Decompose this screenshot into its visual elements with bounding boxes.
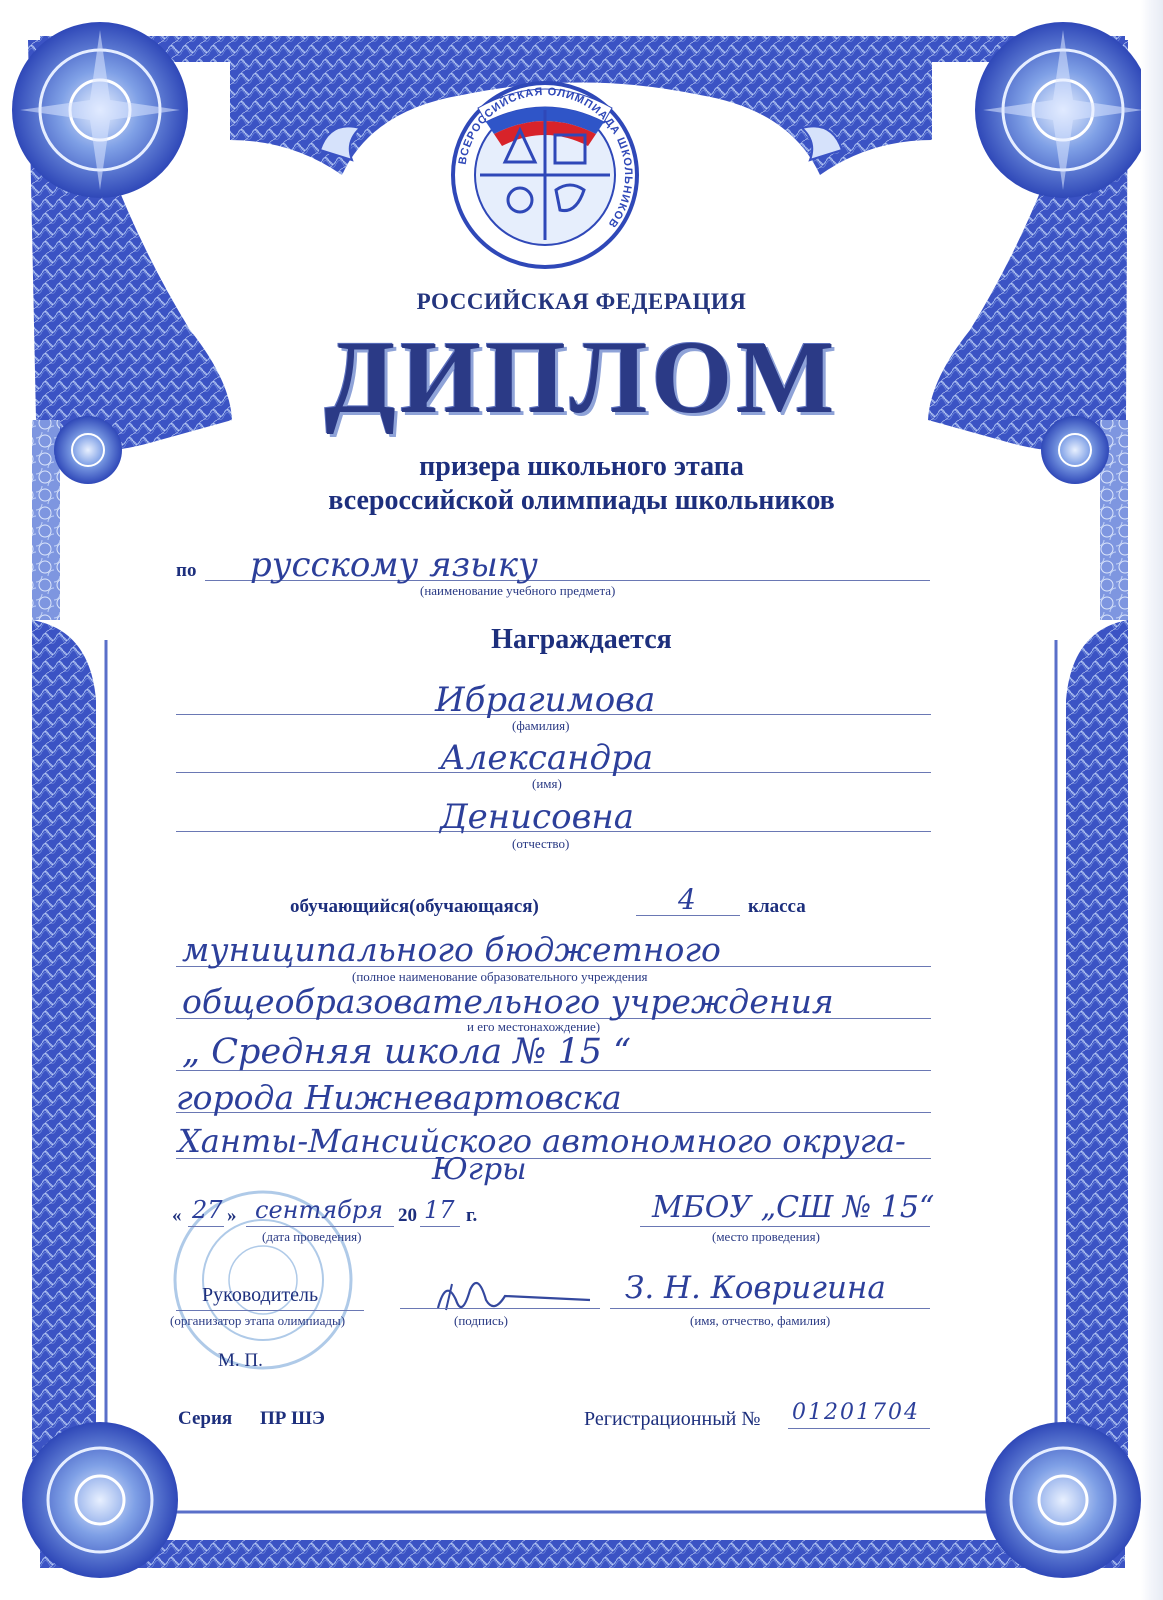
date-day: 27 [192, 1196, 223, 1224]
registration-label: Регистрационный № [584, 1408, 761, 1430]
full-name-line [610, 1308, 930, 1309]
series-value: ПР ШЭ [260, 1408, 325, 1429]
date-year-tail: г. [466, 1205, 478, 1226]
paper-edge [1141, 0, 1163, 1600]
full-name-caption: (имя, отчество, фамилия) [690, 1313, 831, 1328]
subject-prefix: по [176, 560, 197, 581]
role-caption: (организатор этапа олимпиады) [170, 1313, 346, 1328]
surname-caption: (фамилия) [512, 718, 570, 733]
registration-line [788, 1428, 930, 1429]
surname-value: Ибрагимова [435, 680, 656, 720]
document-title: ДИПЛОМ [324, 320, 839, 435]
role-line [176, 1310, 364, 1311]
institution-text-3: „ Средняя школа № 15 “ [182, 1032, 632, 1072]
date-close-quote: » [227, 1205, 237, 1226]
svg-text:ВСЕРОССИЙСКАЯ ОЛИМПИАДА ШКОЛЬН [457, 86, 634, 230]
venue-line [640, 1226, 930, 1227]
corner-rosette-bottom-right [985, 1422, 1141, 1578]
institution-text-5: Ханты-Мансийского автономного округа- [178, 1122, 906, 1160]
role-label: Руководитель [202, 1284, 319, 1306]
subject-value: русскому языку [250, 545, 538, 585]
date-year-suffix: 17 [424, 1196, 455, 1224]
venue-value: МБОУ „СШ № 15“ [652, 1190, 935, 1225]
institution-caption-1: (полное наименование образовательного учреждения [352, 969, 648, 984]
grade-suffix: класса [748, 896, 806, 917]
institution-caption-2: и его местонахождение) [467, 1019, 601, 1034]
date-year-line [420, 1226, 460, 1227]
date-day-line [188, 1226, 224, 1227]
institution-text-2: общеобразовательного учреждения [182, 982, 834, 1021]
subject-caption: (наименование учебного предмета) [420, 583, 616, 598]
registration-number: 01201704 [792, 1400, 920, 1425]
date-month-line [246, 1226, 394, 1227]
awarded-label: Награждается [491, 624, 672, 655]
date-open-quote: « [172, 1205, 182, 1226]
institution-text-6: Югры [432, 1152, 527, 1187]
venue-caption: (место проведения) [712, 1229, 820, 1244]
date-month: сентября [255, 1196, 384, 1224]
corner-rosette-top-left [12, 22, 188, 198]
patronymic-value: Денисовна [440, 797, 635, 837]
emblem-ring-label: ВСЕРОССИЙСКАЯ ОЛИМПИАДА ШКОЛЬНИКОВ [456, 85, 635, 231]
name-caption: (имя) [532, 776, 562, 791]
signature-line [400, 1308, 600, 1309]
patronymic-caption: (отчество) [512, 836, 570, 851]
name-value: Александра [440, 738, 654, 778]
grade-prefix: обучающийся(обучающаяся) [290, 896, 539, 917]
signature-scribble [438, 1283, 590, 1310]
emblem-ring-text [453, 83, 637, 267]
signer-full-name: З. Н. Ковригина [625, 1270, 886, 1306]
date-year-prefix: 20 [398, 1205, 417, 1226]
institution-text-4: города Нижневартовска [176, 1078, 622, 1117]
date-caption: (дата проведения) [262, 1229, 362, 1244]
series-label: Серия [178, 1408, 233, 1429]
corner-rosette-top-right [975, 22, 1151, 198]
country-name: РОССИЙСКАЯ ФЕДЕРАЦИЯ [416, 289, 747, 314]
grade-value: 4 [678, 883, 696, 916]
subtitle-line1: призера школьного этапа [419, 451, 744, 482]
signature-caption: (подпись) [454, 1313, 508, 1328]
subtitle-line2: всероссийской олимпиады школьников [328, 485, 835, 516]
stamp-label: М. П. [218, 1350, 263, 1371]
institution-text-1: муниципального бюджетного [182, 930, 721, 969]
corner-rosette-bottom-left [22, 1422, 178, 1578]
